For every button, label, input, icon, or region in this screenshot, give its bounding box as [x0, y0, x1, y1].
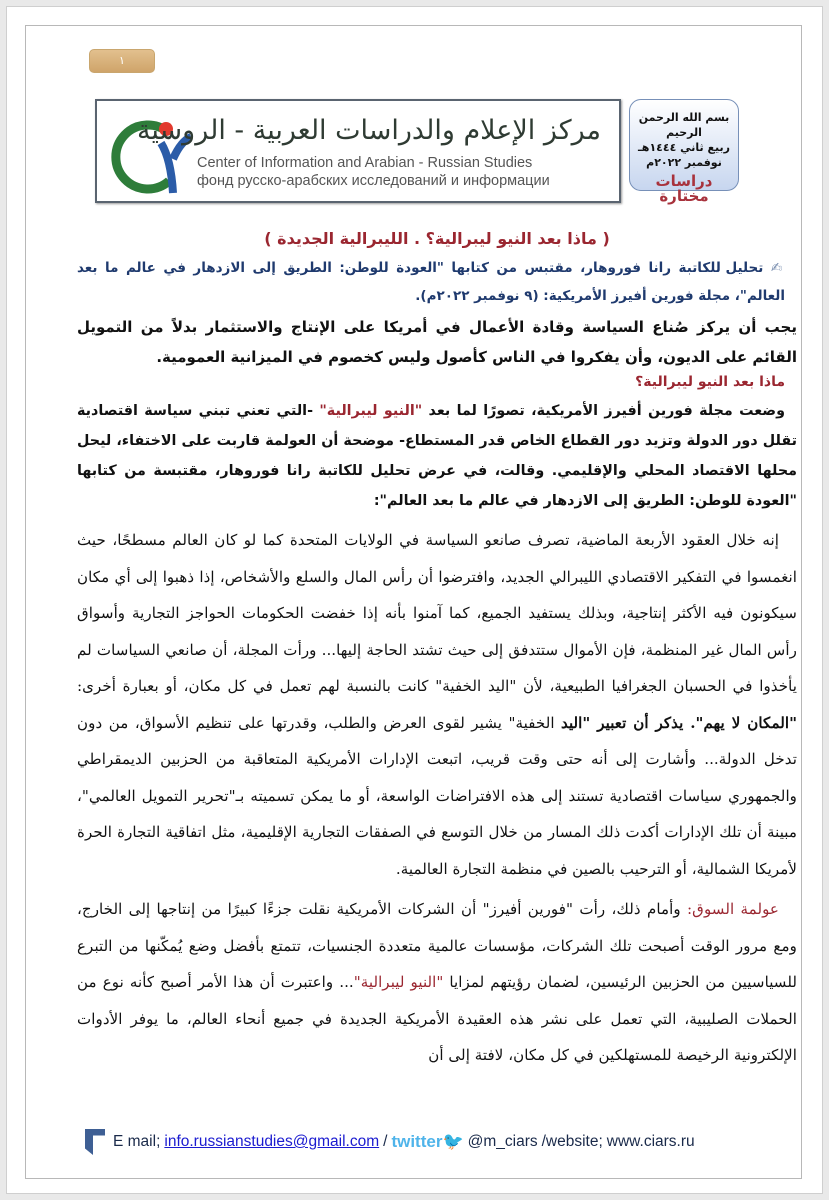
intro-text: تحليل للكاتبة رانا فوروهار، مقتبس من كتابها "العودة للوطن: الطريق إلى الازدهار في عالم ما بعد العالم"، مجلة فورين أفيرز الأمريكية: (٩ نوفمبر ٢٠٢٢م).	[77, 260, 785, 304]
twitter-wordmark: twitter	[391, 1132, 443, 1151]
paragraph-1	[77, 396, 797, 516]
section-label: دراسات مختارة	[655, 172, 713, 205]
document-page	[6, 6, 823, 1194]
website-label: /website;	[541, 1133, 603, 1150]
basmala: بسم الله الرحمن الرحيم	[638, 111, 730, 139]
center-logo-banner	[95, 99, 621, 203]
article-title: ( ماذا بعد النيو ليبرالية؟ . الليبرالية الجديدة )	[264, 229, 610, 248]
corner-flag-icon	[85, 1129, 105, 1155]
website-link[interactable]: www.ciars.ru	[606, 1133, 695, 1150]
subheading: ماذا بعد النيو ليبرالية؟	[635, 374, 785, 390]
separator: /	[383, 1133, 388, 1150]
article-lead: يجب أن يركز صُناع السياسة وقادة الأعمال في أمريكا على الإنتاج والاستثمار بدلاً من التمويل القائم على الديون، وأن يفكروا في الناس كأصول وليس كخصوم في الميزانية العمومية.	[77, 318, 797, 366]
p3-label: عولمة السوق:	[687, 900, 779, 918]
article-body	[77, 229, 797, 1074]
email-label: E mail;	[113, 1133, 161, 1150]
twitter-logo-icon: twitter🐦	[391, 1132, 464, 1151]
quote-text-a: إنه خلال العقود الأربعة الماضية، تصرف صانعو السياسة في الولايات المتحدة كما لو كان العالم مسطحًا، حيث انغمسوا في التفكير الاقتصادي الليبرالي الجديد، وافترضوا أن رأس المال والسلع والأشخاص، إذا ذهبوا إلى أي مكان سيكونون فيه الأكثر إنتاجية، وبذلك يستفيد الجميع، كما آمنوا بأنه إذا خفضت الحكومات الحواجز التجارية وأسواق رأس المال غير المنظمة، فإن الأموال ستتدفق إلى حيث تشتد الحاجة إليها... ورأت المجلة، أن صانعي السياسات لم يأخذوا في الحسبان الجغرافيا الطبيعية، لأن "اليد الخفية" كانت بالنسبة لهم تعمل في كل مكان، أو بعبارة أخرى:	[77, 531, 797, 695]
gregorian-date: نوفمبر ٢٠٢٢م	[646, 156, 722, 169]
twitter-handle[interactable]: @m_ciars	[467, 1133, 538, 1150]
date-box	[629, 99, 739, 205]
page-number-badge: ١	[89, 49, 155, 73]
logo-arabic-name: مركز الإعلام والدراسات العربية - الروسية	[136, 115, 601, 146]
logo-russian-name: фонд русско-арабских исследований и информации	[197, 173, 550, 189]
paragraph-3	[77, 891, 797, 1074]
p3-text-a: وأمام ذلك، رأت "فورين أفيرز" أن الشركات الأمريكية نقلت جزءًا كبيرًا من إنتاجها إلى الخارج، ومع مرور الوقت أصبحت تلك الشركات، مؤسسات عالمية متعددة الجنسيات، تتمتع بأفضل وضع يُمكّنها من التبرع للسياسيين من الحزبين الرئيسين، لضمان رؤيتهم لمزايا	[77, 900, 797, 991]
p1-text-b: -التي تعني تبني سياسة اقتصادية تقلل دور الدولة وتزيد دور القطاع الخاص قدر المستطاع- موضحة أن العولمة قاربت على الاختفاء، ليحل محلها الاقتصاد المحلي والإقليمي. وقالت، في عرض تحليل للكاتبة رانا فوروهار، مقتبسة من كتابها "العودة للوطن: الطريق إلى الازدهار في عالم ما بعد العالم":	[77, 403, 797, 509]
footer-contact	[85, 1129, 695, 1155]
p3-highlight: "النيو ليبرالية"	[353, 973, 444, 991]
quote-text-b: الخفية" يشير لقوى العرض والطلب، وقدرتها على تنظيم الأسواق، من دون تدخل الدولة... وأشارت إلى أنه حتى وقت قريب، اتبعت الإدارات الأمريكية المتعاقبة من الحزبين الديمقراطي والجمهوري سياسات اقتصادية تستند إلى هذه الافتراضات الواسعة، أو ما يمكن تسميته بـ"تحرير التمويل العالمي"، مبينة أن تلك الإدارات أكدت ذلك المسار من خلال التوسع في الصفقات التجارية الإقليمية، مثل اتفاقية التجارة الحرة لأمريكا الشمالية، أو الترحيب بالصين في منظمة التجارة العالمية.	[77, 713, 797, 878]
p1-text-a: وضعت مجلة فورين أفيرز الأمريكية، تصورًا لما بعد	[422, 403, 785, 419]
email-link[interactable]: info.russianstudies@gmail.com	[164, 1133, 380, 1150]
p1-highlight: "النيو ليبرالية"	[319, 403, 423, 419]
paragraph-quote	[77, 522, 797, 887]
hijri-date: ربيع ثاني ١٤٤٤هـ	[638, 141, 730, 154]
article-intro	[77, 254, 797, 310]
pen-icon: ✍	[763, 260, 786, 276]
p3-text-b: ... واعتبرت أن هذا الأمر أصبح كأنه نوع من الحملات الصليبية، التي تعمل على نشر هذه العقيدة الأمريكية الجديدة في جميع أنحاء العالم، ما يوفر الأدوات الإلكترونية الرخيصة للمستهلكين في كل مكان، لافتة إلى أن	[77, 973, 797, 1064]
quote-bold: "المكان لا يهم". يذكر أن تعبير "اليد	[561, 713, 797, 732]
logo-english-name: Center of Information and Arabian - Russian Studies	[197, 155, 533, 171]
